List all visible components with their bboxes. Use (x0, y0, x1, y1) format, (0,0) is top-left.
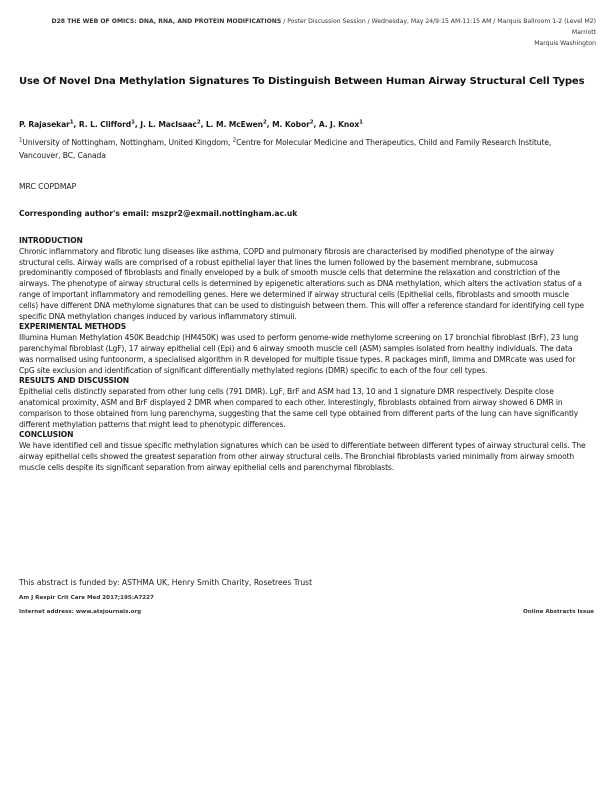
section-text-results: Epithelial cells distinctly separated from other lung cells (791 DMR). LgF, BrF and ASM had 13, 10 and 1 signature DMR respectively. Despite close anatomical proximity, ASM and BrF displayed 2 DMR when compared to each other. Interestingly, fibroblasts obtained from airway showed 6 DMR in comparison to those obtained from lung parenchyma, suggesting that the same cell type obtained from different parts of the lung can have significantly different methylation patterns that might lead to phenotypic differences. (19, 387, 579, 429)
abstract-body (19, 236, 589, 474)
session-location: Marquis Washington (534, 40, 596, 47)
journal-citation: Am J Respir Crit Care Med 2017;195:A7227 (19, 595, 154, 601)
section-heading-results: RESULTS AND DISCUSSION (19, 376, 129, 386)
section-heading-methods: EXPERIMENTAL METHODS (19, 322, 127, 332)
author-affiliation-marker: 1 (131, 119, 135, 126)
author-list: P. Rajasekar$^1$, R. L. Clifford$^1$, J. L. MacIsaac$^2$, L. M. McEwen$^2$, M. Kobor$^2$, A. J. Knox$^1$ (19, 119, 363, 129)
affiliations (19, 137, 589, 162)
author-affiliation-marker: 2 (196, 119, 201, 126)
internet-address: Internet address: www.atsjournals.org (19, 609, 142, 615)
funding-statement: This abstract is funded by: ASTHMA UK, Henry Smith Charity, Rosetrees Trust (19, 578, 313, 587)
affiliation-number: 1 (19, 137, 23, 144)
session-header (36, 16, 596, 49)
section-heading-conclusion: CONCLUSION (19, 430, 74, 440)
corresponding-author-email: Corresponding author's email: mszpr2@exmail.nottingham.ac.uk (19, 209, 298, 218)
affiliation-1: University of Nottingham, Nottingham, United Kingdom, (22, 138, 233, 147)
section-heading-introduction: INTRODUCTION (19, 236, 83, 245)
author-affiliation-marker: 2 (309, 119, 314, 126)
author: A. J. Knox (318, 120, 360, 129)
section-text-methods: Illumina Human Methylation 450K Beadchip (HM450K) was used to perform genome-wide methylome screening on 17 bronchial fibroblast (BrF), 23 lung parenchymal fibroblast (LgF), 17 airway epithelial cell (Epi) and 6 airway smooth muscle cell (ASM) samples isolated from healthy individuals. The data was normalised using funtoonorm, a specialised algorithm in R developed for multiple tissue types. R packages minfi, limma and DMRcate was used for CpG site exclusion and identification of significant differentially methylated regions (DMR) specific to each of the four cell types. (19, 333, 579, 375)
author-affiliation-marker: 2 (263, 119, 267, 126)
section-text-introduction: Chronic inflammatory and fibrotic lung diseases like asthma, COPD and pulmonary fibrosis are characterised by modified phenotype of the airway structural cells. Airway walls are comprised of a robust epithelial layer that lines the lumen followed by the basement membrane, submucosa predominantly composed of fibroblasts and finally enveloped by a bulk of smooth muscle cells that determine the relaxation and constriction of the airways. The phenotype of airway structural cells is determined by epigenetic alterations such as DNA methylation, which alters the activation status of a range of important inflammatory and remodelling genes. Here we determined if airway structural cells (Epithelial cells, fibroblasts and smooth muscle cells) have different DNA methylome signatures that can be used to distinguish between them. This will offer a reference standard for identifying cell type specific DNA methylation changes induced by various inflammatory stimuli. (19, 246, 584, 321)
author: P. Rajasekar (19, 120, 70, 129)
session-details: / Poster Discussion Session / Wednesday, May 24/9:15 AM-11:15 AM / Marquis Ballroom 1-2 (Level M2) Marriott (281, 18, 596, 36)
session-title: D28 THE WEB OF OMICS: DNA, RNA, AND PROTEIN MODIFICATIONS (51, 18, 282, 25)
abstract-title: Use Of Novel Dna Methylation Signatures To Distinguish Between Human Airway Structural Cell Types (19, 76, 585, 87)
author: R. L. Clifford (78, 120, 132, 129)
section-text-conclusion: We have identified cell and tissue specific methylation signatures which can be used to differentiate between different types of airway structural cells. The airway epithelial cells showed the greatest separation from other airway structural cells. The Bronchial fibroblasts varied minimally from airway smooth muscle cells despite its significant separation from airway epithelial cells and parenchymal fibroblasts. (19, 441, 586, 472)
author: J. L. MacIsaac (140, 120, 197, 129)
issue-label: Online Abstracts Issue (523, 609, 594, 615)
affiliation-2: Centre for Molecular Medicine and Therapeutics, Child and Family Research Institute, Vancouver, BC, Canada (19, 138, 552, 160)
affiliation-number: 2 (232, 137, 237, 144)
author-affiliation-marker: 1 (69, 119, 74, 126)
author: M. Kobor (272, 120, 310, 129)
author: L. M. McEwen (205, 120, 263, 129)
author-affiliation-marker: 1 (359, 119, 363, 126)
study-group: MRC COPDMAP (19, 182, 77, 191)
